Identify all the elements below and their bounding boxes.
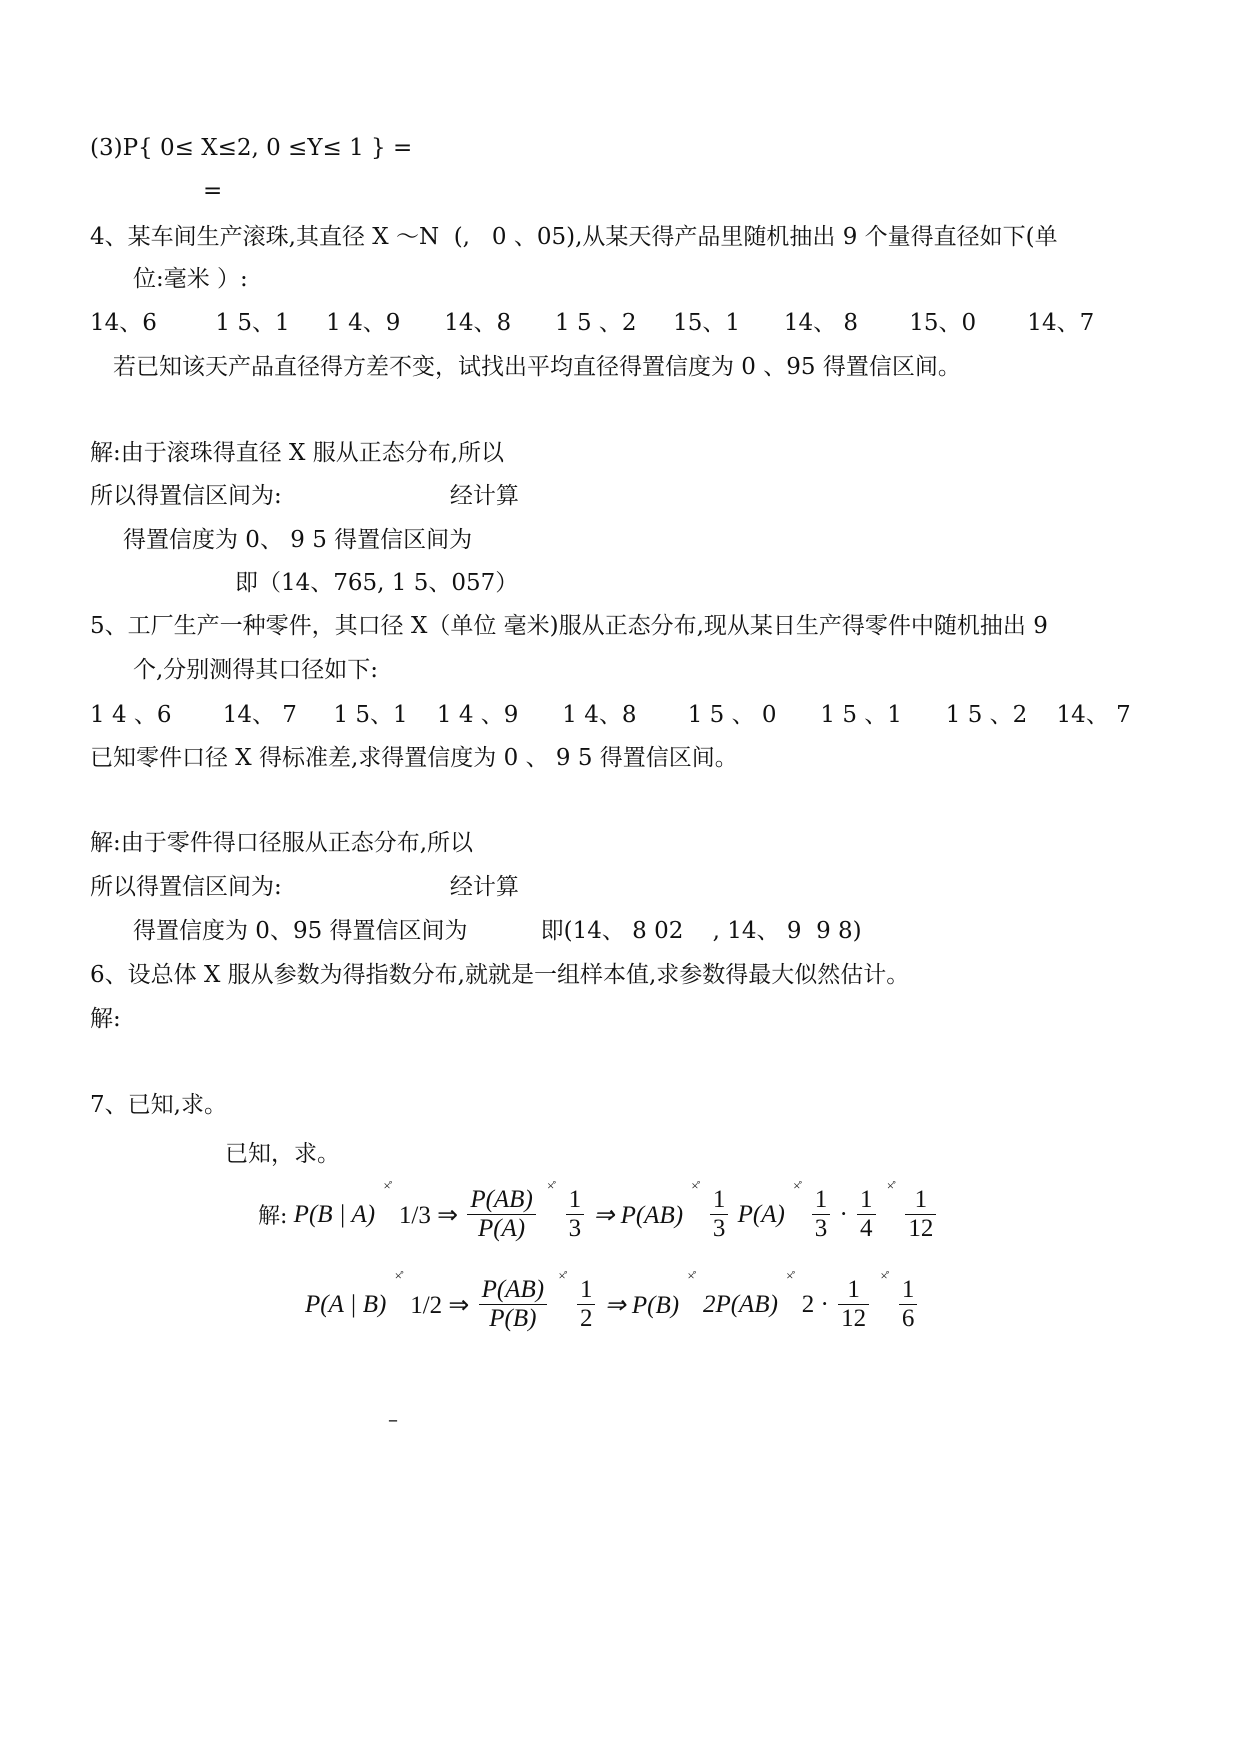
trailing-dash: – xyxy=(388,1407,398,1431)
equation-2 xyxy=(305,1268,920,1333)
eq1-equals-glyph-5: ×̊ xyxy=(886,1178,895,1193)
eq2-fraction-1-6 xyxy=(899,1276,918,1333)
problem-4-data: 14、6 1 5、1 1 4、9 14、8 1 5 、2 15、1 14、 8 15、0 14、7 xyxy=(90,310,1095,336)
eq1-frac4-numerator: 1 xyxy=(814,1186,828,1213)
eq1-equals-glyph-3: ×̊ xyxy=(691,1178,699,1193)
solution-5-interval: 得置信度为 0、95 得置信区间为 即(14、 8 02 , 14、 9 9 8) xyxy=(133,918,862,944)
solution-4-line-1: 解:由于滚珠得直径 X 服从正态分布,所以 xyxy=(90,440,505,466)
eq1-implies-pab: ⇒ P(AB) xyxy=(593,1201,684,1229)
problem-7-statement: 7、已知,求。 xyxy=(90,1092,227,1118)
solution-4-line-3: 得置信度为 0、 9 5 得置信区间为 xyxy=(123,527,473,553)
eq1-fraction-1-3-b xyxy=(710,1186,729,1243)
eq2-fraction-1-12 xyxy=(838,1276,869,1333)
eq2-frac2-denominator: 2 xyxy=(579,1305,593,1332)
problem-4-question: 若已知该天产品直径得方差不变，试找出平均直径得置信度为 0 、95 得置信区间。 xyxy=(113,354,961,380)
eq2-equals-glyph-5: ×̊ xyxy=(880,1268,888,1283)
eq1-pa: P(A) xyxy=(737,1200,785,1228)
eq2-frac2-numerator: 1 xyxy=(579,1276,593,1303)
eq2-fraction-pab-over-pb xyxy=(479,1276,547,1333)
eq1-fraction-1-12 xyxy=(905,1186,936,1243)
eq1-frac6-denominator: 12 xyxy=(908,1215,934,1242)
line-equals: = xyxy=(203,178,223,204)
eq2-implies-pb: ⇒ P(B) xyxy=(604,1291,680,1319)
solution-5-line-1: 解:由于零件得口径服从正态分布,所以 xyxy=(90,830,474,856)
line-part-3: (3)P{ 0≤ X≤2, 0 ≤Y≤ 1 } = xyxy=(90,135,413,161)
eq2-frac4-denominator: 6 xyxy=(901,1305,915,1332)
eq1-fraction-pab-over-pa xyxy=(467,1186,535,1243)
eq1-equals-glyph-2: ×̊ xyxy=(547,1178,555,1193)
eq2-two-pab: 2P(AB) xyxy=(702,1290,778,1318)
problem-4-unit: 位:毫米 ）: xyxy=(133,266,248,292)
solution-4-line-2: 所以得置信区间为: 经计算 xyxy=(90,483,519,509)
eq1-equals-glyph-4: ×̊ xyxy=(793,1178,801,1193)
problem-7-restated: 已知，求。 xyxy=(225,1141,340,1167)
eq1-frac1-denominator: P(A) xyxy=(477,1215,526,1242)
eq2-frac1-denominator: P(B) xyxy=(489,1305,537,1332)
solution-4-interval: 即（14、765, 1 5、057） xyxy=(235,570,519,596)
problem-6-statement: 6、设总体 X 服从参数为得指数分布,就就是一组样本值,求参数得最大似然估计。 xyxy=(90,962,910,988)
eq1-solution-label: 解: xyxy=(258,1204,288,1229)
problem-4-statement: 4、某车间生产滚珠,其直径 X ～N (, 0 、05),从某天得产品里随机抽出 9 个量得直径如下(单 xyxy=(90,224,1058,250)
eq2-two-dot: 2 · xyxy=(801,1290,829,1318)
eq1-dot: · xyxy=(839,1200,848,1228)
eq1-frac1-numerator: P(AB) xyxy=(470,1186,533,1213)
eq2-frac3-denominator: 12 xyxy=(841,1305,867,1332)
eq1-frac3-denominator: 3 xyxy=(712,1215,726,1242)
eq2-one-half: 1/2 ⇒ xyxy=(410,1291,470,1319)
eq1-frac3-numerator: 1 xyxy=(712,1186,726,1213)
eq2-fraction-1-2 xyxy=(577,1276,596,1333)
equation-1 xyxy=(258,1178,939,1243)
problem-5-data: 1 4 、6 14、 7 1 5、1 1 4 、9 1 4、8 1 5 、 0 1 5 、1 1 5 、2 14、 7 xyxy=(90,702,1131,728)
eq1-equals-glyph: ×̊ xyxy=(383,1178,391,1193)
eq1-frac5-denominator: 4 xyxy=(860,1215,873,1242)
eq1-frac6-numerator: 1 xyxy=(914,1186,928,1213)
solution-6-label: 解: xyxy=(90,1006,121,1032)
eq2-frac4-numerator: 1 xyxy=(901,1276,915,1303)
solution-5-line-2: 所以得置信区间为: 经计算 xyxy=(90,874,519,900)
eq1-fraction-1-3 xyxy=(566,1186,585,1243)
eq1-frac2-numerator: 1 xyxy=(568,1186,582,1213)
eq2-equals-glyph-2: ×̊ xyxy=(558,1268,566,1283)
eq1-fraction-1-3-c xyxy=(812,1186,831,1243)
eq1-frac5-numerator: 1 xyxy=(860,1186,873,1213)
eq2-equals-glyph-4: ×̊ xyxy=(786,1268,794,1283)
eq1-fraction-1-4 xyxy=(857,1186,876,1243)
eq2-equals-glyph-3: ×̊ xyxy=(687,1268,695,1283)
eq2-frac3-numerator: 1 xyxy=(847,1276,860,1303)
problem-5-statement: 5、工厂生产一种零件，其口径 X（单位 毫米)服从正态分布,现从某日生产得零件中随机抽出 9 xyxy=(90,613,1048,639)
eq2-frac1-numerator: P(AB) xyxy=(481,1276,545,1303)
eq2-equals-glyph: ×̊ xyxy=(394,1268,402,1283)
problem-5-question: 已知零件口径 X 得标准差,求得置信度为 0 、 9 5 得置信区间。 xyxy=(90,745,738,771)
eq1-one-third: 1/3 ⇒ xyxy=(398,1201,459,1229)
eq1-frac2-denominator: 3 xyxy=(568,1215,582,1242)
eq1-frac4-denominator: 3 xyxy=(814,1215,828,1242)
problem-5-line-2: 个,分别测得其口径如下: xyxy=(133,657,379,683)
eq2-conditional-a-given-b: P(A | B) xyxy=(305,1290,387,1318)
eq1-conditional-b-given-a: P(B | A) xyxy=(293,1200,376,1228)
